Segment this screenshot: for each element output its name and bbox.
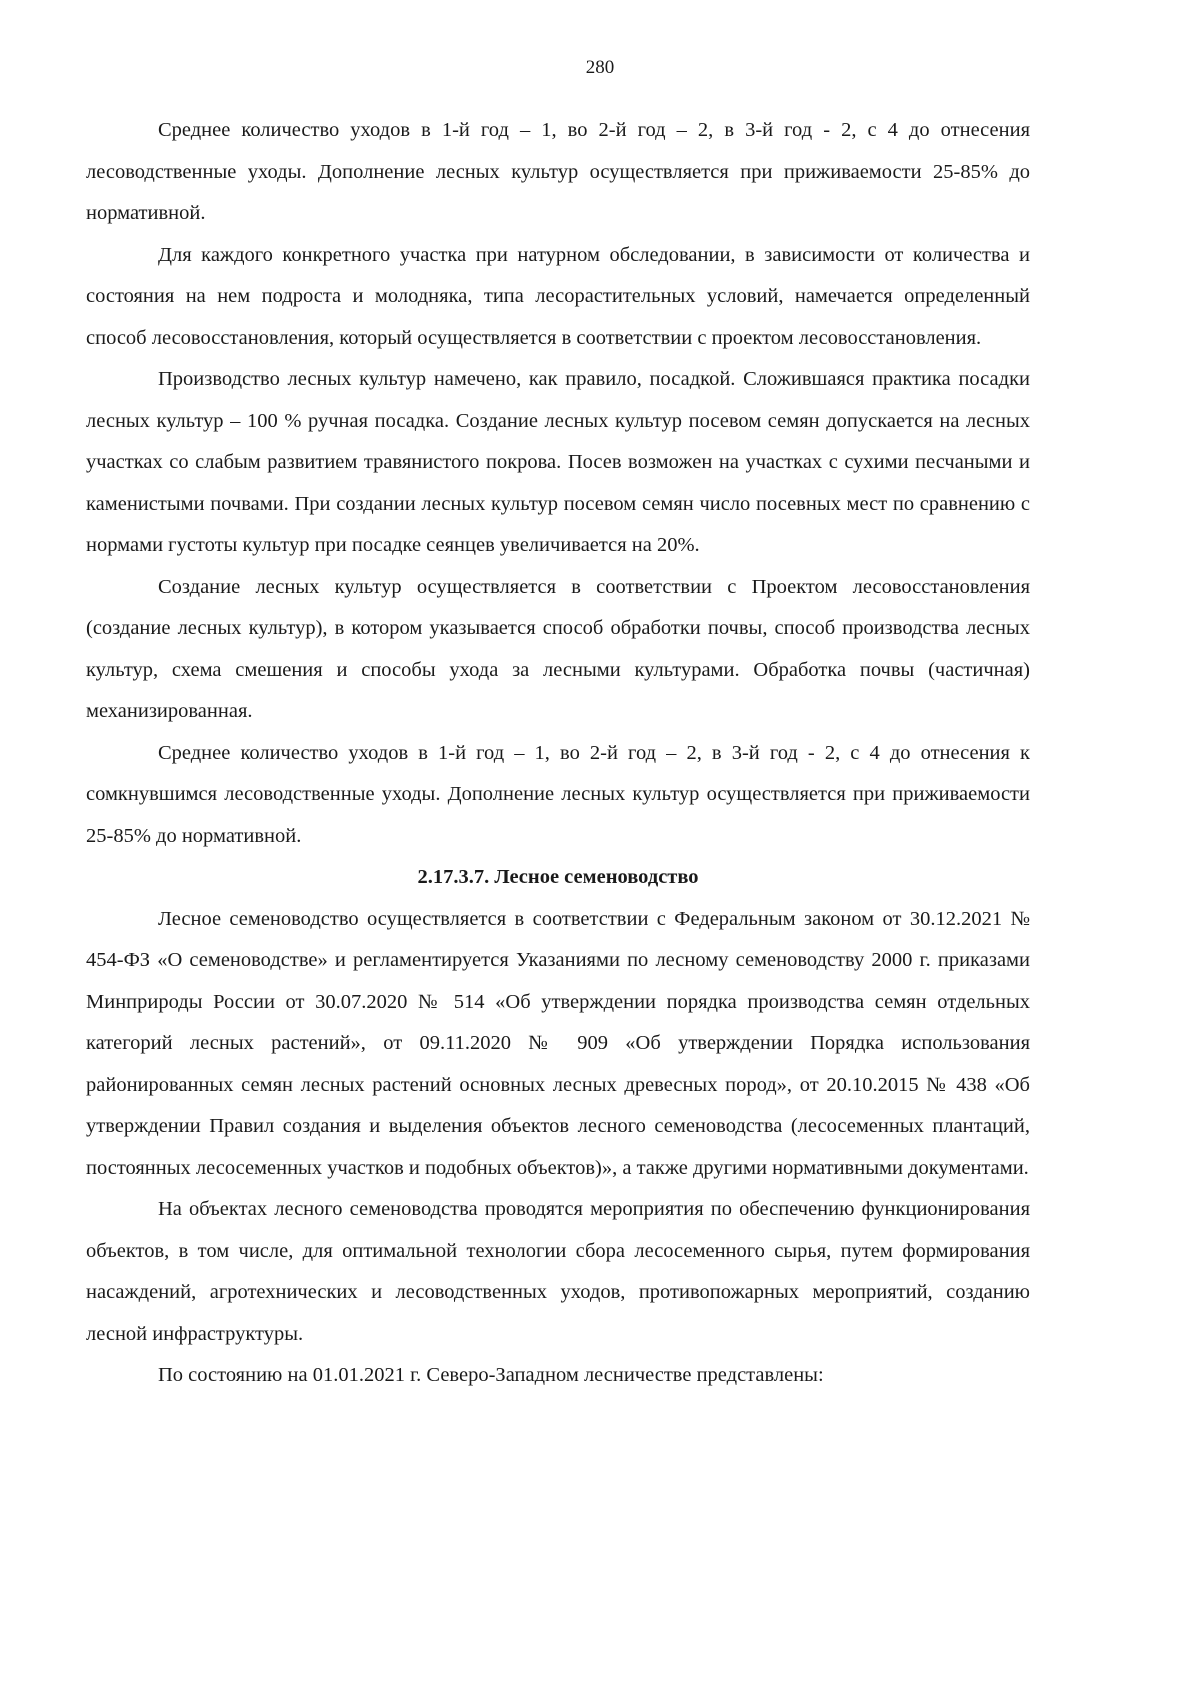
page-number: 280 [585,57,615,78]
paragraph-seed-objects-measures: На объектах лесного семеноводства проводятся мероприятия по обеспечению функционирования объектов, в том числе, для оптимальной технологии сбора лесосеменного сырья, путем формирования насаждений, агротехнических и лесоводственных уходов, противопожарных мероприятий, созданию лесной инфраструктуры. [86,1198,1030,1345]
paragraph-care-frequency-closed: Среднее количество уходов в 1-й год – 1, во 2-й год – 2, в 3-й год - 2, с 4 до отнесения к сомкнувшимся лесоводственные уходы. Дополнение лесных культур осуществляется при приживаемости 25-85% до нормативной. [86,741,1030,847]
section-heading: 2.17.3.7. Лесное семеноводство [417,866,699,888]
paragraph-seed-legislation: Лесное семеноводство осуществляется в соответствии с Федеральным законом от 30.12.2021 № 454-ФЗ «О семеноводстве» и регламентируется Указаниями по лесному семеноводству 2000 г. приказами Минприроды России от 30.07.2020 № 514 «Об утверждении порядка производства семян отдельных категорий лесных растений», от 09.11.2020 № 909 «Об утверждении Порядка использования районированных семян лесных растений основных лесных древесных пород», от 20.10.2015 № 438 «Об утверждении Правил создания и выделения объектов лесного семеноводства (лесосеменных плантаций, постоянных лесосеменных участков и подобных объектов)», а также другими нормативными документами. [86,907,1030,1179]
paragraph-planting-practice: Производство лесных культур намечено, как правило, посадкой. Сложившаяся практика посадки лесных культур – 100 % ручная посадка. Создание лесных культур посевом семян допускается на лесных участках со слабым развитием травянистого покрова. Посев возможен на участках с сухими песчаными и каменистыми почвами. При создании лесных культур посевом семян число посевных мест по сравнению с нормами густоты культур при посадке сеянцев увеличивается на 20%. [86,368,1030,556]
document-body [86,110,1030,1397]
paragraph-status-date: По состоянию на 01.01.2021 г. Северо-Западном лесничестве представлены: [158,1364,824,1386]
paragraph-reforestation-method: Для каждого конкретного участка при натурном обследовании, в зависимости от количества и состояния на нем подроста и молодняка, типа лесорастительных условий, намечается определенный способ лесовосстановления, который осуществляется в соответствии с проектом лесовосстановления. [86,243,1030,349]
paragraph-reforestation-project: Создание лесных культур осуществляется в соответствии с Проектом лесовосстановления (создание лесных культур), в котором указывается способ обработки почвы, способ производства лесных культур, схема смешения и способы ухода за лесными культурами. Обработка почвы (частичная) механизированная. [86,575,1030,722]
paragraph-care-frequency: Среднее количество уходов в 1-й год – 1, во 2-й год – 2, в 3-й год - 2, с 4 до отнесения лесоводственные уходы. Дополнение лесных культур осуществляется при приживаемости 25-85% до нормативной. [86,119,1030,224]
